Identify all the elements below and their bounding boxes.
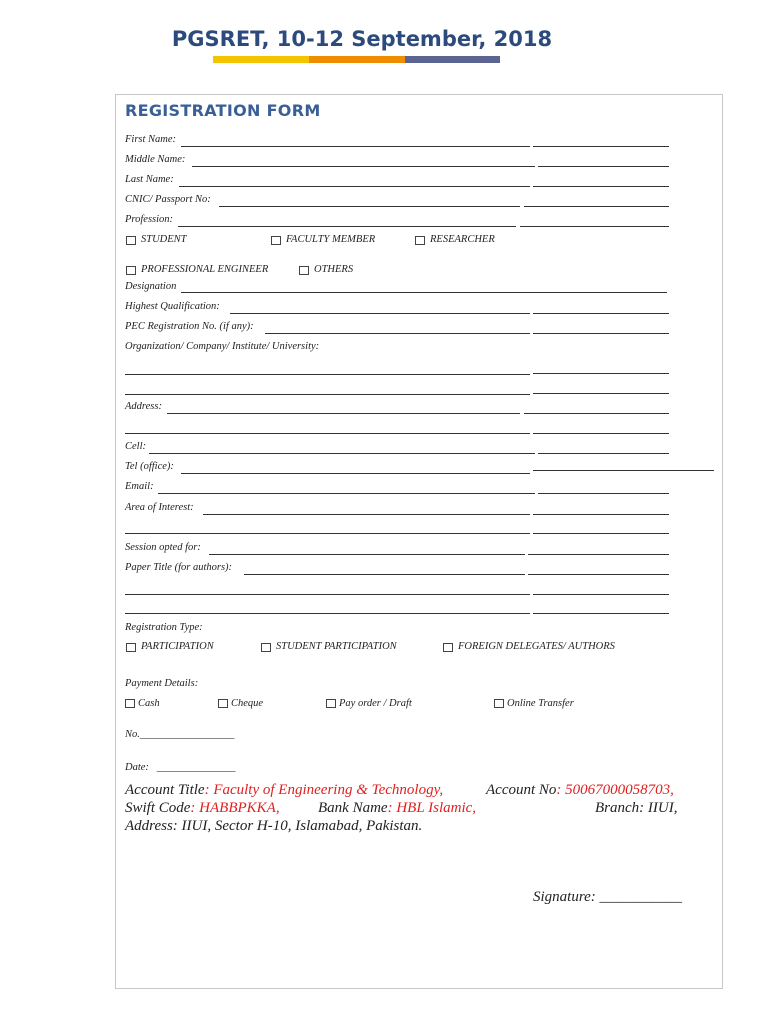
cell-field[interactable] bbox=[149, 453, 535, 454]
middle-name-field-ext[interactable] bbox=[538, 166, 669, 167]
tel-office-label: Tel (office): bbox=[125, 461, 174, 472]
cnic-field-ext[interactable] bbox=[524, 206, 669, 207]
researcher-option-label: RESEARCHER bbox=[430, 234, 495, 245]
professional-engineer-option-label: PROFESSIONAL ENGINEER bbox=[141, 264, 269, 275]
middle-name-label: Middle Name: bbox=[125, 154, 186, 165]
participation-checkbox[interactable] bbox=[126, 643, 136, 652]
area-of-interest-label: Area of Interest: bbox=[125, 502, 194, 513]
cell-label: Cell: bbox=[125, 441, 146, 452]
account-title-label: Account Title bbox=[125, 782, 205, 798]
faculty-member-checkbox[interactable] bbox=[271, 236, 281, 245]
pay-order-option-label: Pay order / Draft bbox=[339, 698, 412, 709]
profession-field[interactable] bbox=[178, 226, 516, 227]
researcher-checkbox[interactable] bbox=[415, 236, 425, 245]
paper-title-field-ext-3[interactable] bbox=[533, 613, 669, 614]
cell-field-ext[interactable] bbox=[538, 453, 669, 454]
account-number-value: : 50067000058703, bbox=[556, 782, 674, 798]
tel-office-field[interactable] bbox=[181, 473, 530, 474]
online-transfer-checkbox[interactable] bbox=[494, 699, 504, 708]
pay-order-checkbox[interactable] bbox=[326, 699, 336, 708]
organization-field-ext-1[interactable] bbox=[533, 373, 669, 374]
online-transfer-option-label: Online Transfer bbox=[507, 698, 574, 709]
student-checkbox[interactable] bbox=[126, 236, 136, 245]
payment-details-label: Payment Details: bbox=[125, 678, 199, 689]
title-underline-yellow bbox=[213, 56, 309, 63]
student-participation-option-label: STUDENT PARTICIPATION bbox=[276, 641, 397, 652]
swift-code-value: : HABBPKKA, bbox=[190, 800, 280, 816]
address-field-ext-2[interactable] bbox=[533, 433, 669, 434]
cnic-label: CNIC/ Passport No: bbox=[125, 194, 211, 205]
others-option-label: OTHERS bbox=[314, 264, 354, 275]
professional-engineer-checkbox[interactable] bbox=[126, 266, 136, 275]
account-title bbox=[125, 782, 443, 799]
paper-title-field-ext-2[interactable] bbox=[533, 594, 669, 595]
highest-qualification-field-ext[interactable] bbox=[533, 313, 669, 314]
student-option-label: STUDENT bbox=[141, 234, 187, 245]
form-title: REGISTRATION FORM bbox=[125, 101, 321, 120]
pec-registration-field-ext[interactable] bbox=[533, 333, 669, 334]
area-of-interest-field-ext-2[interactable] bbox=[533, 533, 669, 534]
cnic-field[interactable] bbox=[219, 206, 520, 207]
first-name-field[interactable] bbox=[181, 146, 530, 147]
session-opted-field-ext[interactable] bbox=[528, 554, 669, 555]
organization-field-2[interactable] bbox=[125, 394, 530, 395]
swift-code bbox=[125, 800, 280, 817]
email-field-ext[interactable] bbox=[538, 493, 669, 494]
form-frame bbox=[115, 94, 723, 989]
payment-number-caption: No. bbox=[125, 729, 140, 740]
conference-title: PGSRET, 10-12 September, 2018 bbox=[171, 27, 553, 51]
participation-option-label: PARTICIPATION bbox=[141, 641, 214, 652]
payment-date-label bbox=[125, 762, 236, 773]
others-checkbox[interactable] bbox=[299, 266, 309, 275]
address-field[interactable] bbox=[167, 413, 520, 414]
highest-qualification-field[interactable] bbox=[230, 313, 530, 314]
address-field-2[interactable] bbox=[125, 433, 530, 434]
paper-title-field[interactable] bbox=[244, 574, 525, 575]
email-field[interactable] bbox=[158, 493, 535, 494]
paper-title-field-3[interactable] bbox=[125, 613, 530, 614]
designation-field[interactable] bbox=[181, 292, 667, 293]
payment-date-field[interactable]: _______________ bbox=[156, 762, 236, 773]
last-name-label: Last Name: bbox=[125, 174, 174, 185]
title-underline-orange bbox=[309, 56, 405, 63]
bank-name bbox=[318, 800, 476, 817]
email-label: Email: bbox=[125, 481, 154, 492]
account-title-value: : Faculty of Engineering & Technology, bbox=[204, 782, 444, 798]
bank-name-label: Bank Name bbox=[318, 800, 388, 816]
highest-qualification-label: Highest Qualification: bbox=[125, 301, 220, 312]
foreign-delegates-checkbox[interactable] bbox=[443, 643, 453, 652]
first-name-field-ext[interactable] bbox=[533, 146, 669, 147]
cash-checkbox[interactable] bbox=[125, 699, 135, 708]
bank-name-value: : HBL Islamic, bbox=[387, 800, 477, 816]
cheque-option-label: Cheque bbox=[231, 698, 264, 709]
organization-field-ext-2[interactable] bbox=[533, 393, 669, 394]
account-number-label: Account No bbox=[486, 782, 557, 798]
profession-label: Profession: bbox=[125, 214, 174, 225]
first-name-label: First Name: bbox=[125, 134, 177, 145]
pec-registration-label: PEC Registration No. (if any): bbox=[125, 321, 254, 332]
faculty-member-option-label: FACULTY MEMBER bbox=[286, 234, 376, 245]
bank-address-value: Address: IIUI, Sector H-10, Islamabad, Pakistan. bbox=[125, 818, 423, 834]
profession-field-ext[interactable] bbox=[520, 226, 669, 227]
designation-label: Designation bbox=[125, 281, 177, 292]
registration-type-label: Registration Type: bbox=[125, 622, 203, 633]
area-of-interest-field[interactable] bbox=[203, 514, 530, 515]
last-name-field-ext[interactable] bbox=[533, 186, 669, 187]
paper-title-label: Paper Title (for authors): bbox=[125, 562, 233, 573]
foreign-delegates-option-label: FOREIGN DELEGATES/ AUTHORS bbox=[458, 641, 615, 652]
payment-number-field[interactable]: __________________ bbox=[139, 729, 235, 740]
session-opted-field[interactable] bbox=[209, 554, 525, 555]
payment-date-caption: Date: bbox=[125, 762, 149, 773]
branch-value: Branch: IIUI, bbox=[595, 800, 678, 816]
swift-code-label: Swift Code bbox=[125, 800, 191, 816]
payment-number-label bbox=[125, 729, 234, 740]
middle-name-field[interactable] bbox=[192, 166, 535, 167]
signature-label: Signature: bbox=[533, 889, 596, 905]
account-number bbox=[486, 782, 674, 799]
cheque-checkbox[interactable] bbox=[218, 699, 228, 708]
cash-option-label: Cash bbox=[138, 698, 160, 709]
session-opted-label: Session opted for: bbox=[125, 542, 201, 553]
address-field-ext[interactable] bbox=[524, 413, 669, 414]
title-underline-blue bbox=[405, 56, 500, 63]
organization-label: Organization/ Company/ Institute/ University: bbox=[125, 341, 320, 352]
signature bbox=[533, 889, 682, 906]
tel-office-field-ext[interactable] bbox=[533, 470, 714, 471]
area-of-interest-field-2[interactable] bbox=[125, 533, 530, 534]
paper-title-field-2[interactable] bbox=[125, 594, 530, 595]
signature-field[interactable]: ___________ bbox=[599, 889, 683, 905]
paper-title-field-ext[interactable] bbox=[528, 574, 669, 575]
pec-registration-field[interactable] bbox=[265, 333, 530, 334]
student-participation-checkbox[interactable] bbox=[261, 643, 271, 652]
organization-field-1[interactable] bbox=[125, 374, 530, 375]
last-name-field[interactable] bbox=[179, 186, 530, 187]
address-label: Address: bbox=[125, 401, 162, 412]
area-of-interest-field-ext[interactable] bbox=[533, 514, 669, 515]
